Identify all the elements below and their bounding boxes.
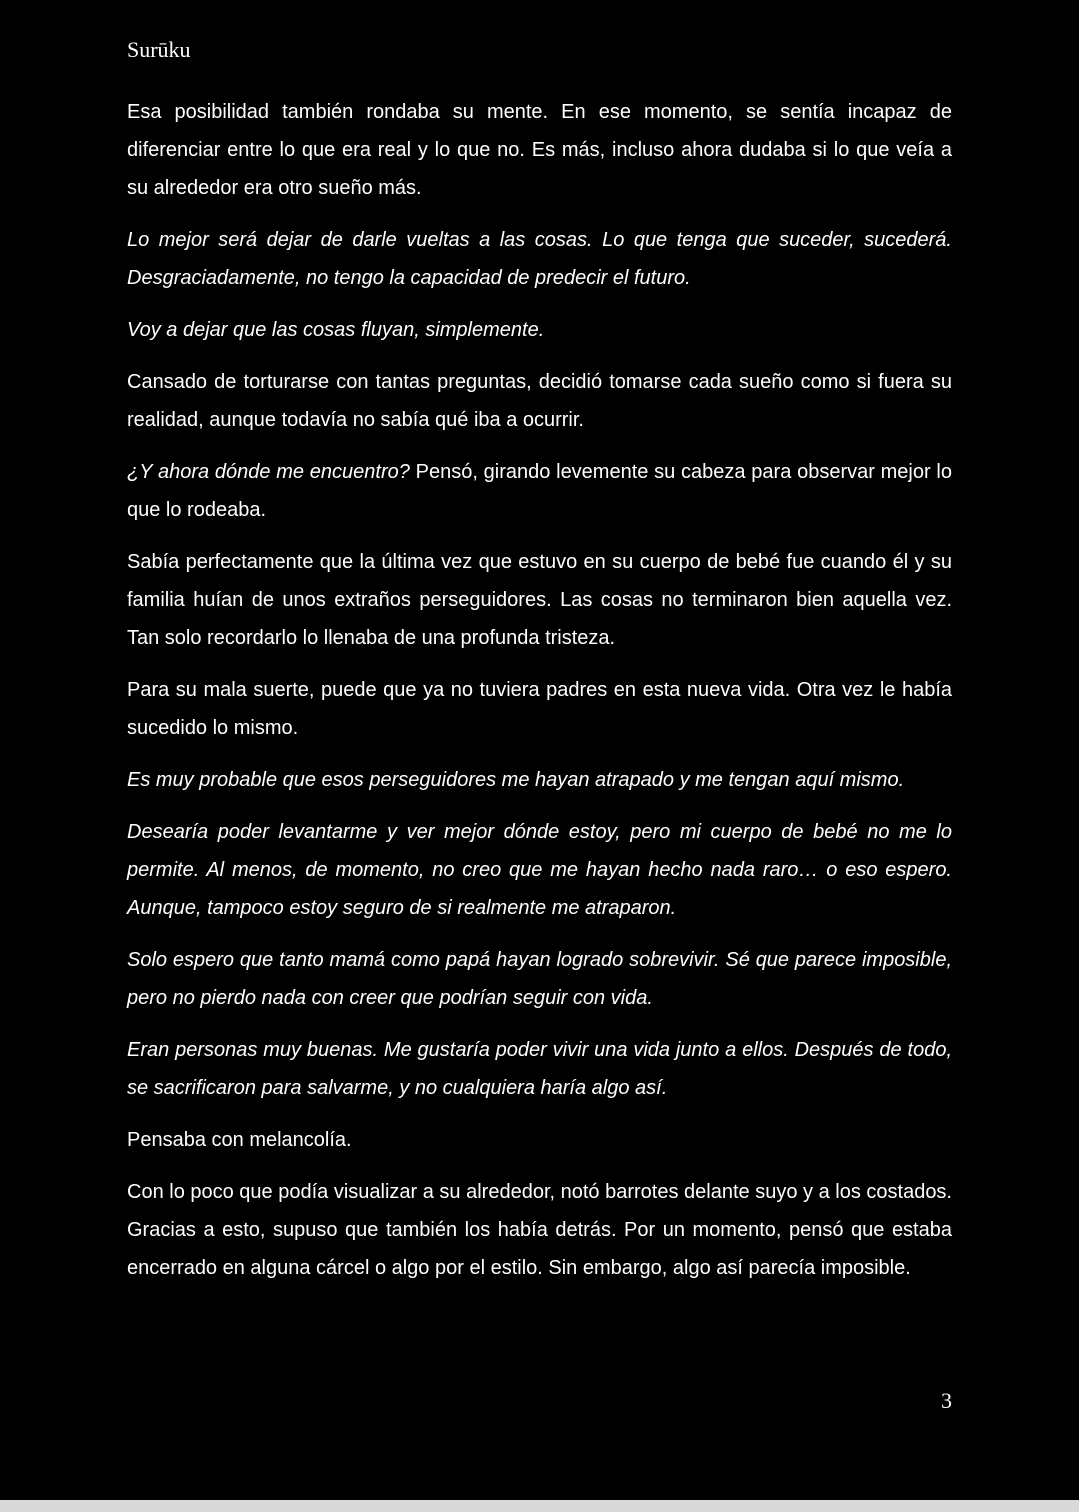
paragraph: Para su mala suerte, puede que ya no tuviera padres en esta nueva vida. Otra vez le había sucedido lo mismo. [127, 679, 952, 739]
paragraph: Sabía perfectamente que la última vez que estuvo en su cuerpo de bebé fue cuando él y su familia huían de unos extraños perseguidores. Las cosas no terminaron bien aquella vez. Tan solo recordarlo lo llenaba de una profunda tristeza. [127, 551, 952, 649]
italic-thought: ¿Y ahora dónde me encuentro? [127, 461, 410, 483]
paragraph-italic: Solo espero que tanto mamá como papá hayan logrado sobrevivir. Sé que parece imposible, pero no pierdo nada con creer que podrían seguir con vida. [127, 949, 952, 1009]
paragraph-italic: Eran personas muy buenas. Me gustaría poder vivir una vida junto a ellos. Después de todo, se sacrificaron para salvarme, y no cualquiera haría algo así. [127, 1039, 952, 1099]
paragraph: Esa posibilidad también rondaba su mente. En ese momento, se sentía incapaz de diferenciar entre lo que era real y lo que no. Es más, incluso ahora dudaba si lo que veía a su alrededor era otro sueño más. [127, 101, 952, 199]
paragraph-italic: Es muy probable que esos perseguidores me hayan atrapado y me tengan aquí mismo. [127, 769, 905, 791]
paragraph-italic: Lo mejor será dejar de darle vueltas a las cosas. Lo que tenga que suceder, sucederá. Desgraciadamente, no tengo la capacidad de predecir el futuro. [127, 229, 952, 289]
paragraph-italic: Desearía poder levantarme y ver mejor dónde estoy, pero mi cuerpo de bebé no me lo permite. Al menos, de momento, no creo que me hayan hecho nada raro… o eso espero. Aunque, tampoco estoy seguro de si realmente me atraparon. [127, 821, 952, 919]
paragraph: Cansado de torturarse con tantas preguntas, decidió tomarse cada sueño como si fuera su realidad, aunque todavía no sabía qué iba a ocurrir. [127, 371, 952, 431]
paragraph-italic: Voy a dejar que las cosas fluyan, simplemente. [127, 319, 545, 341]
paragraph: Con lo poco que podía visualizar a su alrededor, notó barrotes delante suyo y a los costados. Gracias a esto, supuso que también los había detrás. Por un momento, pensó que estaba encerrado en alguna cárcel o algo por el estilo. Sin embargo, algo así parecía imposible. [127, 1181, 952, 1279]
page-bottom-edge [0, 1500, 1079, 1512]
body-text [127, 93, 952, 1301]
paragraph-rest: Pensó, girando levemente su cabeza para observar mejor lo que lo rodeaba. [127, 461, 952, 521]
paragraph: Pensaba con melancolía. [127, 1129, 352, 1151]
paragraph-mixed [127, 453, 952, 529]
page-number: 3 [941, 1388, 952, 1413]
running-header: Surūku [127, 37, 191, 62]
